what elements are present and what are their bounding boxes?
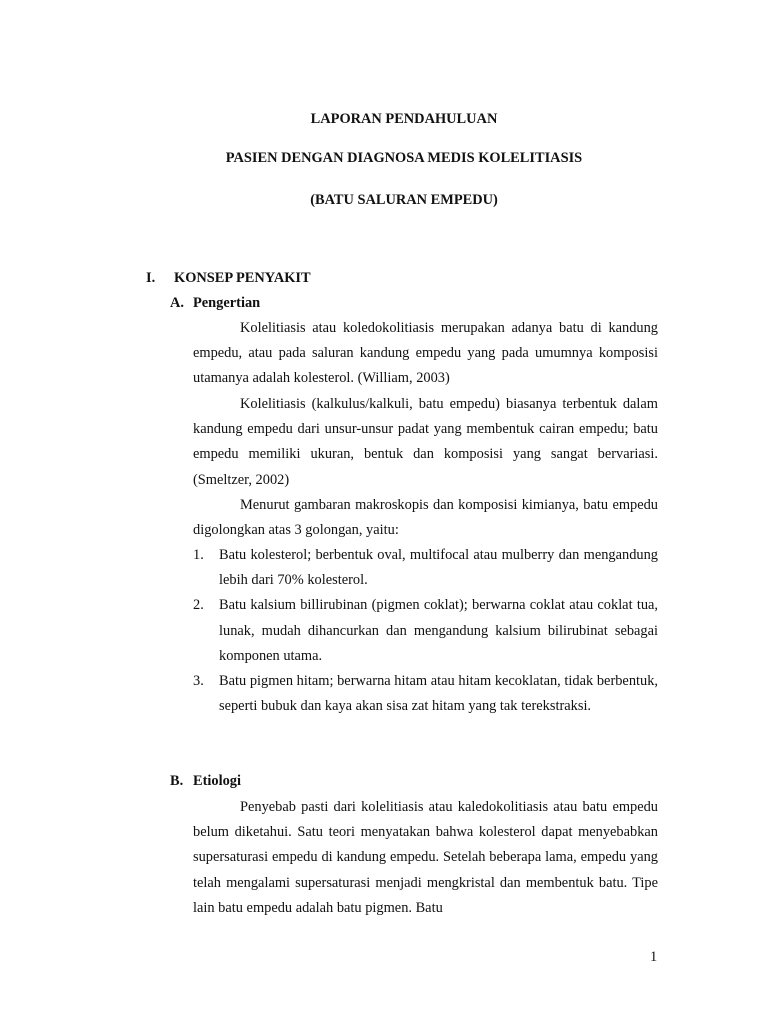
subsection-heading-a [170,295,260,311]
list-number: 1. [193,547,204,563]
title-line-1: LAPORAN PENDAHULUAN [310,111,498,127]
section-number: I. [146,270,156,286]
list-item [193,669,658,719]
page-number: 1 [650,949,658,965]
title-line-3: (BATU SALURAN EMPEDU) [310,192,498,208]
list-item [193,543,658,593]
numbered-list [193,543,658,719]
paragraph: Penyebab pasti dari kolelitiasis atau kaledokolitiasis atau batu empedu belum diketahui. Satu teori menyatakan bahwa kolesterol dapat menyebabkan supersaturasi empedu di kandung empedu. Setelah beberapa lama, empedu yang telah mengalami supersaturasi menjadi mengkristal dan membentuk batu. Tipe lain batu empedu adalah batu pigmen. Batu [193,799,658,916]
subsection-heading-b [170,773,241,789]
title-line-2: PASIEN DENGAN DIAGNOSA MEDIS KOLELITIASIS [225,150,583,166]
subsection-title-b: Etiologi [193,773,241,789]
subsection-title-a: Pengertian [193,295,261,311]
list-text: Batu pigmen hitam; berwarna hitam atau hitam kecoklatan, tidak berbentuk, seperti bubuk dan kaya akan sisa zat hitam yang tak terekstraksi. [219,673,658,715]
section-title: KONSEP PENYAKIT [174,270,311,286]
paragraph: Kolelitiasis atau koledokolitiasis merupakan adanya batu di kandung empedu, atau pada saluran kandung empedu yang pada umumnya komposisi utamanya adalah kolesterol. (William, 2003) [193,320,658,387]
paragraph: Kolelitiasis (kalkulus/kalkuli, batu empedu) biasanya terbentuk dalam kandung empedu dari unsur-unsur padat yang membentuk cairan empedu; batu empedu memiliki ukuran, bentuk dan komposisi yang sangat bervariasi. (Smeltzer, 2002) [193,396,658,488]
subsection-letter-b: B. [170,773,184,789]
list-text: Batu kalsium billirubinan (pigmen coklat); berwarna coklat atau coklat tua, lunak, mudah dihancurkan dan mengandung kalsium bilirubinat sebagai komponen utama. [219,597,658,664]
paragraph: Menurut gambaran makroskopis dan komposisi kimianya, batu empedu digolongkan atas 3 golongan, yaitu: [193,497,658,539]
list-number: 3. [193,673,204,690]
subsection-letter-a: A. [170,295,184,311]
list-text: Batu kolesterol; berbentuk oval, multifocal atau mulberry dan mengandung lebih dari 70% kolesterol. [219,547,658,589]
list-item [193,593,658,669]
section-heading [146,270,311,286]
list-number: 2. [193,597,204,614]
